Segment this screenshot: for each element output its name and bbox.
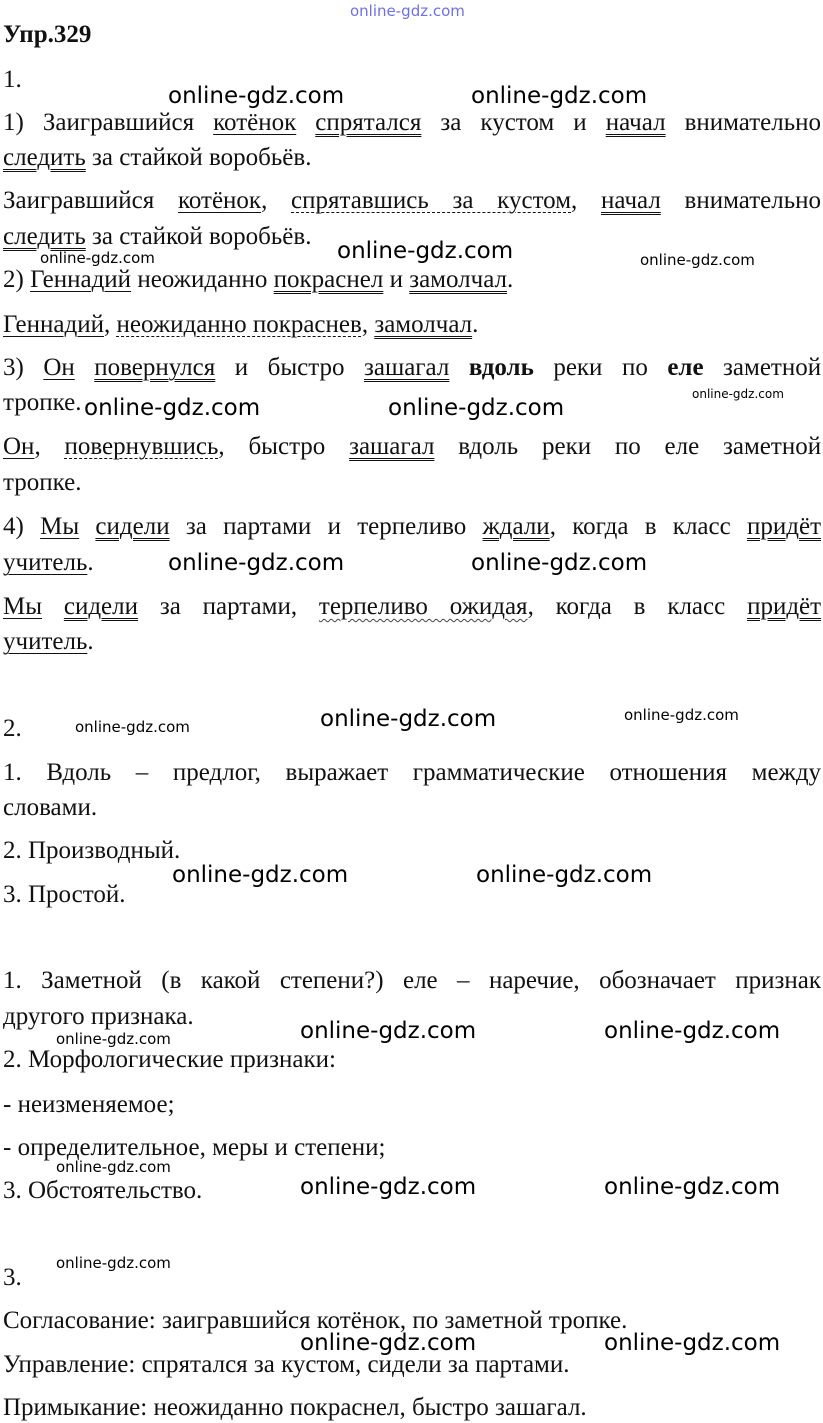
word: Вдоль xyxy=(46,759,112,786)
word: (в xyxy=(161,967,182,994)
word: наречие, xyxy=(488,967,580,994)
word: между xyxy=(751,759,822,786)
bold-word: вдоль xyxy=(468,354,534,381)
text: за стайкой воробьёв. xyxy=(92,144,312,171)
watermark: online-gdz.com xyxy=(300,1174,477,1200)
watermark: online-gdz.com xyxy=(640,251,755,269)
word: в xyxy=(644,513,657,540)
s1-line-2 xyxy=(3,143,821,173)
comma: , xyxy=(527,593,534,620)
watermark: online-gdz.com xyxy=(604,1330,781,1356)
watermark-top: online-gdz.com xyxy=(350,2,465,20)
subject-word: учитель xyxy=(3,628,88,655)
word: – xyxy=(457,967,470,994)
s1-line-10: тропке. xyxy=(3,469,82,496)
watermark: online-gdz.com xyxy=(56,1158,171,1176)
period: . xyxy=(507,266,514,293)
word: реки xyxy=(553,354,603,381)
bold-word: еле xyxy=(667,354,704,381)
watermark: online-gdz.com xyxy=(40,249,155,267)
watermark: online-gdz.com xyxy=(75,718,190,736)
s1-line-7 xyxy=(3,353,821,383)
word: внимательно xyxy=(684,187,821,214)
word: класс xyxy=(672,513,731,540)
section-2-number: 2. xyxy=(3,715,22,742)
word: вдоль xyxy=(458,433,519,460)
watermark: online-gdz.com xyxy=(624,706,739,724)
predicate-word: замолчал xyxy=(409,266,508,293)
s1-line-1 xyxy=(3,108,821,138)
word: когда xyxy=(572,513,629,540)
s3-line-3: Примыкание: неожиданно покраснел, быстро зашагал. xyxy=(3,1394,587,1421)
subject-word: учитель xyxy=(3,549,88,576)
word: обозначает xyxy=(599,967,716,994)
s2-line-1 xyxy=(3,758,821,788)
predicate-word: зашагал xyxy=(349,433,435,460)
watermark: online-gdz.com xyxy=(168,83,345,109)
s2-line-4: 3. Простой. xyxy=(3,881,126,908)
word: Заигравшийся xyxy=(42,109,195,136)
watermark: online-gdz.com xyxy=(172,862,349,888)
period: . xyxy=(87,549,94,576)
s2-line-10: 3. Обстоятельство. xyxy=(3,1177,203,1204)
period: . xyxy=(87,628,94,655)
word: за xyxy=(185,513,207,540)
word: в xyxy=(633,593,646,620)
subject-word: Мы xyxy=(3,593,43,620)
s2-line-8: - неизменяемое; xyxy=(3,1091,175,1118)
gerund-phrase: терпеливо ожидая xyxy=(318,593,528,620)
participle-phrase: повернувшись xyxy=(64,433,219,460)
word: по xyxy=(621,354,648,381)
watermark: online-gdz.com xyxy=(320,706,497,732)
word: за xyxy=(440,109,462,136)
section-3-number: 3. xyxy=(3,1264,22,1291)
subject-word: Он xyxy=(3,433,35,460)
word: грамматические xyxy=(412,759,585,786)
word: заметной xyxy=(723,433,822,460)
word: и xyxy=(234,354,249,381)
word: быстро xyxy=(248,433,326,460)
subject-word: Геннадий xyxy=(30,266,132,293)
watermark: online-gdz.com xyxy=(471,550,648,576)
comma: , xyxy=(571,187,578,214)
subject-word: Геннадий xyxy=(3,311,104,338)
watermark: online-gdz.com xyxy=(604,1018,781,1044)
word: и xyxy=(389,266,403,293)
comma: , xyxy=(218,433,225,460)
comma: , xyxy=(361,311,369,338)
word: быстро xyxy=(267,354,345,381)
watermark: online-gdz.com xyxy=(692,387,784,401)
word: по xyxy=(614,433,641,460)
predicate-word: начал xyxy=(605,109,666,136)
participle-phrase: неожиданно покраснев xyxy=(116,311,362,338)
section-1-number: 1. xyxy=(3,66,22,93)
predicate-word: повернулся xyxy=(94,354,216,381)
predicate-word: спрятался xyxy=(315,109,422,136)
word: партами xyxy=(223,513,312,540)
s2-line-2: словами. xyxy=(3,794,98,821)
word: отношения xyxy=(609,759,728,786)
word: неожиданно xyxy=(137,266,268,293)
word: 4) xyxy=(3,513,24,540)
s1-line-5 xyxy=(3,265,821,295)
s1-line-6 xyxy=(3,310,821,340)
word: и xyxy=(327,513,341,540)
word: и xyxy=(573,109,587,136)
s1-line-13 xyxy=(3,592,821,622)
s1-line-9 xyxy=(3,432,821,462)
predicate-word: зашагал xyxy=(363,354,450,381)
watermark: online-gdz.com xyxy=(168,550,345,576)
comma: , xyxy=(103,311,111,338)
word: выражает xyxy=(285,759,389,786)
word: – xyxy=(135,759,149,786)
s1-line-11 xyxy=(3,512,821,542)
subject-word: Мы xyxy=(40,513,80,540)
watermark: online-gdz.com xyxy=(471,83,648,109)
watermark: online-gdz.com xyxy=(388,395,565,421)
word: предлог, xyxy=(172,759,261,786)
word: признак xyxy=(735,967,821,994)
predicate-word: сидели xyxy=(95,513,170,540)
word: реки xyxy=(541,433,592,460)
watermark: online-gdz.com xyxy=(84,395,261,421)
s1-line-14 xyxy=(3,627,821,657)
subject-word: котёнок xyxy=(177,187,262,214)
predicate-word: замолчал xyxy=(374,311,473,338)
s1-line-3 xyxy=(3,186,821,216)
subject-word: Он xyxy=(43,354,75,381)
word: еле xyxy=(664,433,700,460)
word: партами, xyxy=(202,593,298,620)
word: степени?) xyxy=(279,967,384,994)
s2-line-5 xyxy=(3,966,821,996)
predicate-word: следить xyxy=(3,223,86,250)
word: внимательно xyxy=(684,109,822,136)
participle-phrase: спрятавшись за кустом xyxy=(291,187,572,214)
s1-line-8: тропке. xyxy=(3,389,82,416)
s2-line-9: - определительное, меры и степени; xyxy=(3,1134,386,1161)
word: 1) xyxy=(3,109,24,136)
period: . xyxy=(472,311,479,338)
s3-line-2: Управление: спрятался за кустом, сидели за партами. xyxy=(3,1351,570,1378)
word: заметной xyxy=(723,354,822,381)
s2-line-6: другого признака. xyxy=(3,1003,194,1030)
word: терпеливо xyxy=(357,513,467,540)
predicate-word: следить xyxy=(3,144,86,171)
predicate-word: покраснел xyxy=(273,266,384,293)
predicate-word: придёт xyxy=(747,513,821,540)
comma: , xyxy=(34,433,41,460)
word: за xyxy=(159,593,181,620)
watermark: online-gdz.com xyxy=(337,238,514,264)
watermark: online-gdz.com xyxy=(476,862,653,888)
word: еле xyxy=(402,967,438,994)
exercise-title: Упр.329 xyxy=(3,21,92,48)
watermark: online-gdz.com xyxy=(300,1018,477,1044)
word: 1. xyxy=(3,967,22,994)
word: когда xyxy=(555,593,612,620)
text: за стайкой воробьёв. xyxy=(92,223,312,250)
word: 1. xyxy=(3,759,22,786)
word: класс xyxy=(667,593,726,620)
predicate-word: сидели xyxy=(63,593,139,620)
predicate-word: придёт xyxy=(747,593,822,620)
word: Заигравшийся xyxy=(3,187,155,214)
s1-line-12 xyxy=(3,548,821,578)
word: кустом xyxy=(480,109,555,136)
s2-line-7: 2. Морфологические признаки: xyxy=(3,1046,336,1073)
word: какой xyxy=(200,967,261,994)
s2-line-3: 2. Производный. xyxy=(3,837,181,864)
word: 3) xyxy=(3,354,24,381)
subject-word: котёнок xyxy=(213,109,297,136)
word: 2) xyxy=(3,266,24,293)
watermark: online-gdz.com xyxy=(604,1174,781,1200)
word: Заметной xyxy=(41,967,142,994)
comma: , xyxy=(549,513,556,540)
predicate-word: ждали xyxy=(482,513,550,540)
watermark: online-gdz.com xyxy=(300,1330,477,1356)
watermark: online-gdz.com xyxy=(56,1030,171,1048)
s3-line-1: Согласование: заигравшийся котёнок, по заметной тропке. xyxy=(3,1307,628,1334)
watermark: online-gdz.com xyxy=(56,1254,171,1272)
predicate-word: начал xyxy=(600,187,661,214)
comma: , xyxy=(261,187,268,214)
